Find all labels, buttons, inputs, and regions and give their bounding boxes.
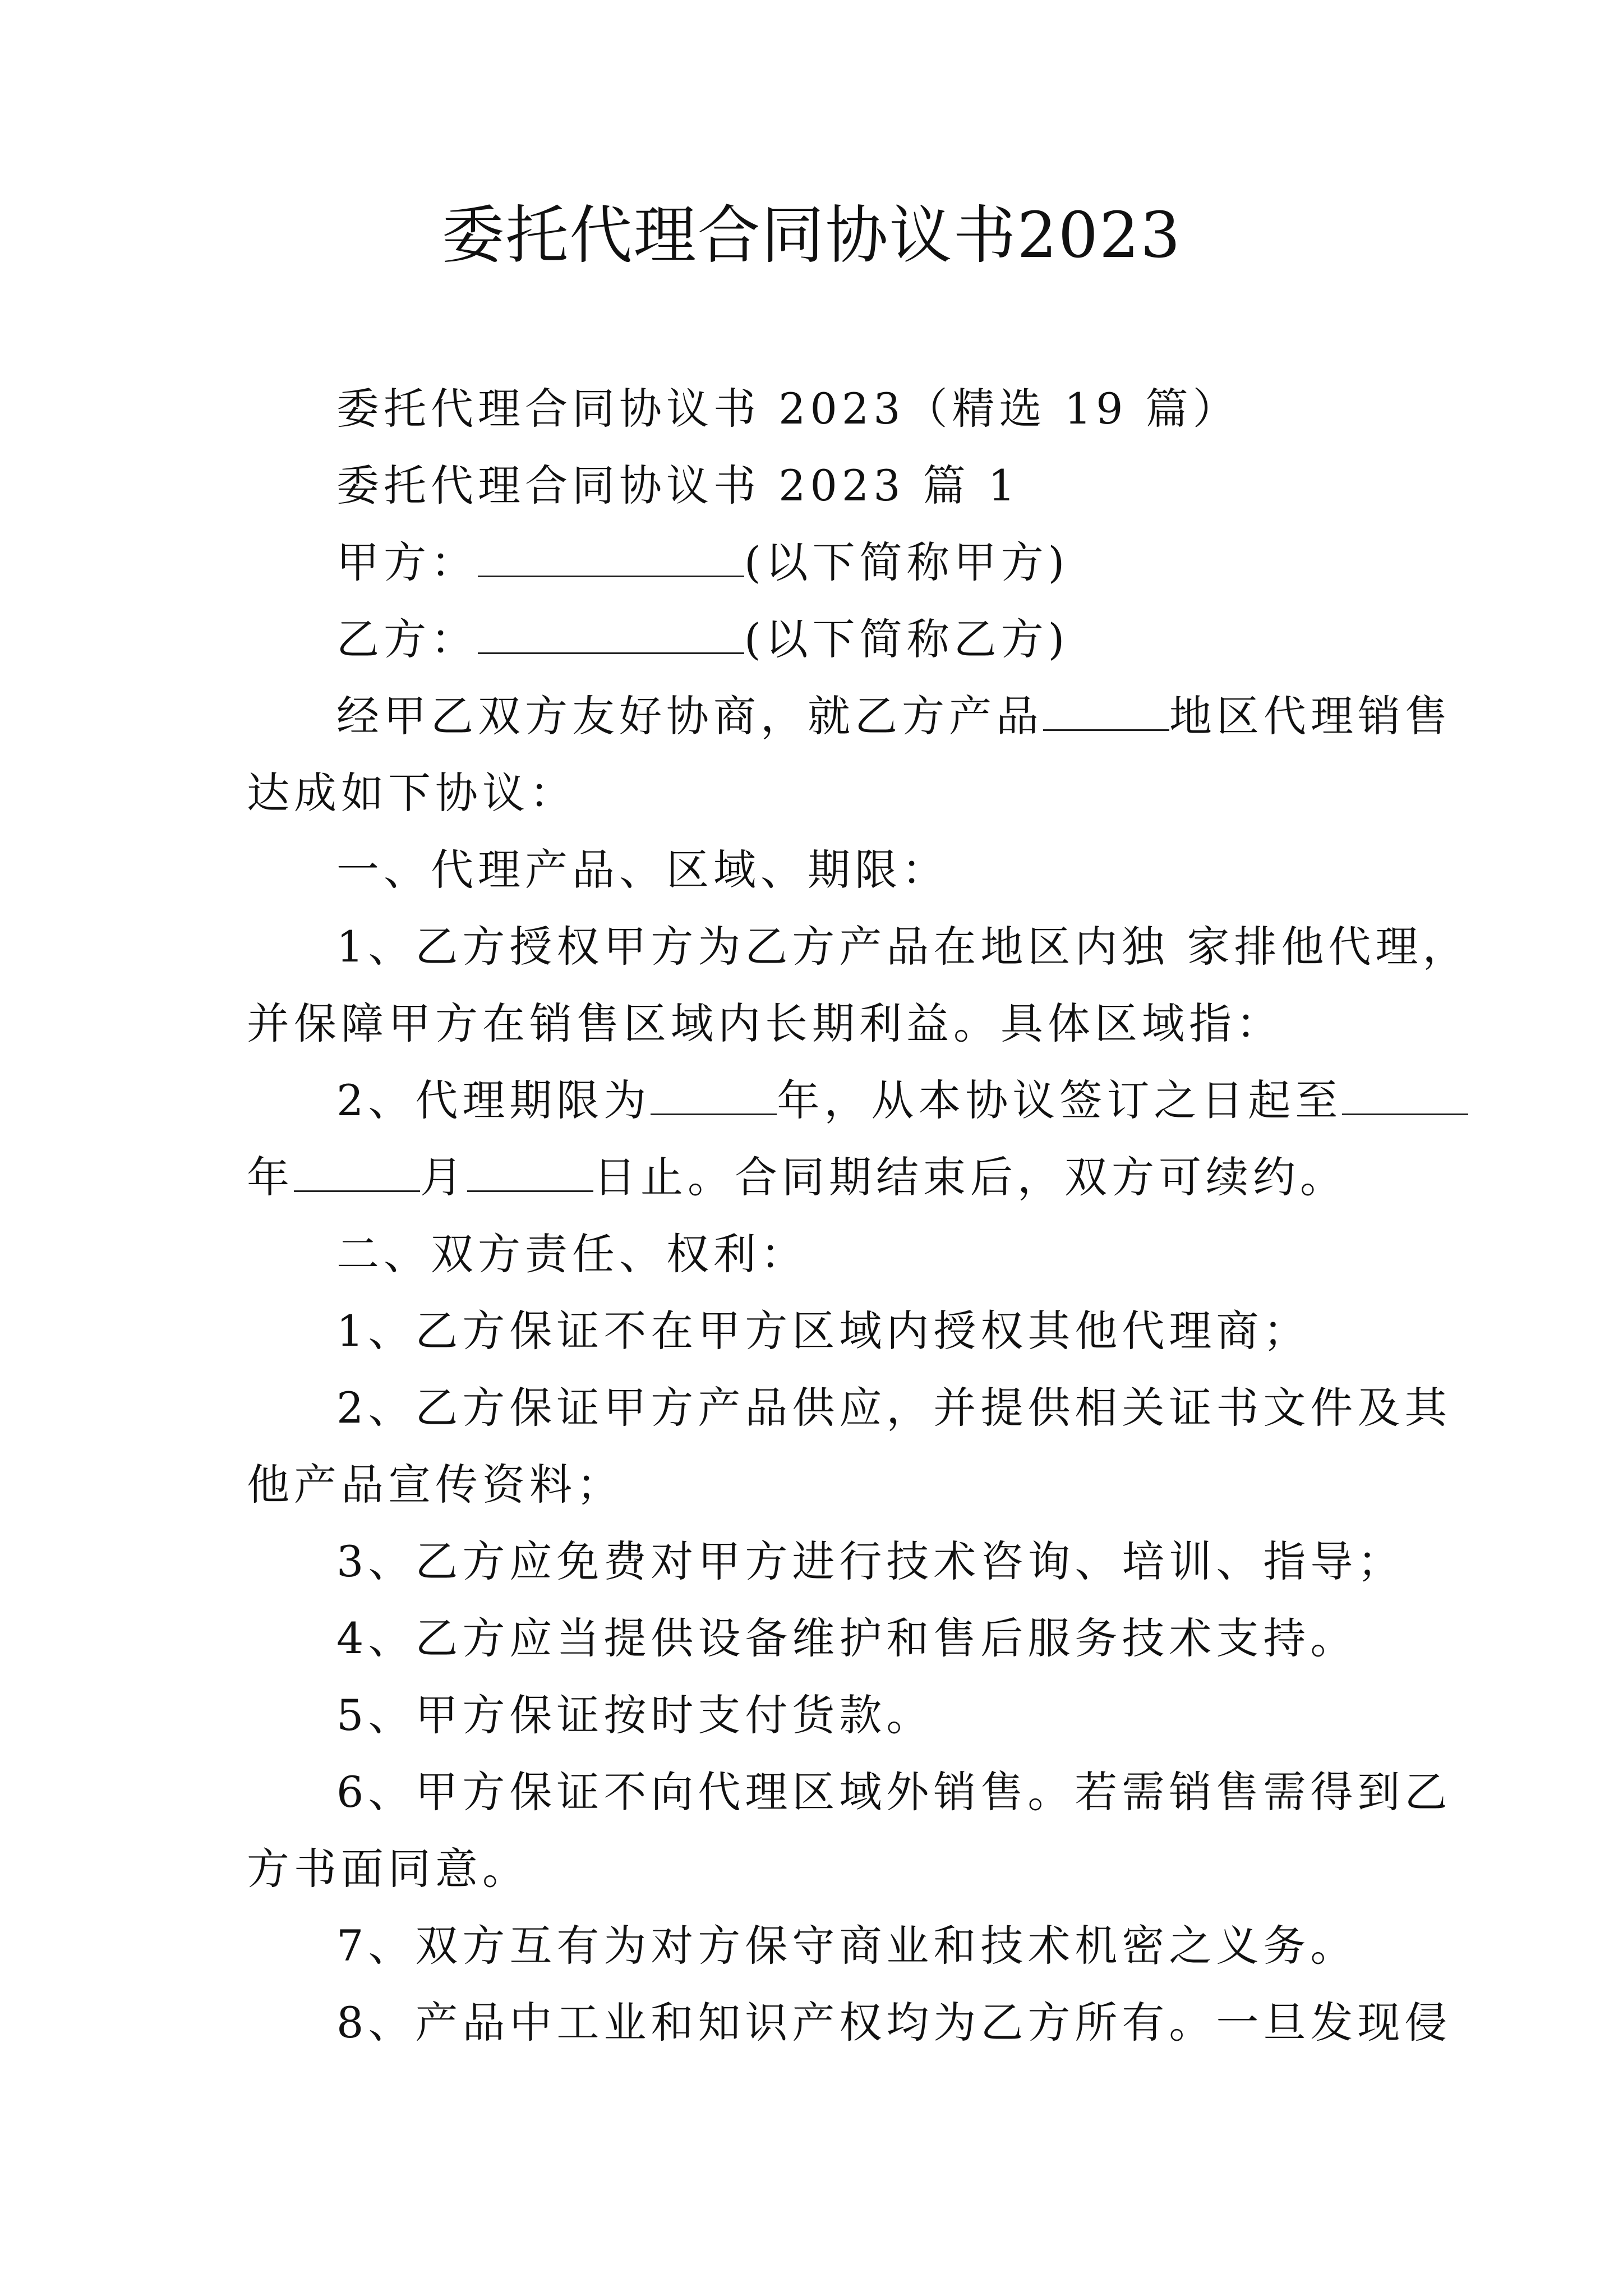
fill-in-blank xyxy=(651,1080,777,1115)
fill-in-blank xyxy=(1043,696,1169,731)
text-segment: (以下简称甲方) xyxy=(744,537,1069,587)
paragraph-line-clause-2-1 xyxy=(247,1292,1385,1369)
paragraph-line-clause-2-2b xyxy=(247,1446,1385,1523)
text-segment: 达成如下协议： xyxy=(247,768,577,818)
paragraph-line-heading-2 xyxy=(247,1216,1385,1292)
text-segment: 方书面同意。 xyxy=(247,1844,529,1894)
paragraph-line-intro-2 xyxy=(247,754,1385,831)
paragraph-line-clause-2-7 xyxy=(247,1907,1385,1984)
text-segment: 1、乙方保证不在甲方区域内授权其他代理商； xyxy=(336,1306,1311,1356)
paragraph-line-clause-1-2a xyxy=(247,1062,1385,1139)
paragraph-line-clause-1-2b xyxy=(247,1139,1385,1216)
text-segment: 他产品宣传资料； xyxy=(247,1460,624,1510)
fill-in-blank xyxy=(467,1157,593,1192)
text-segment: 1、乙方授权甲方为乙方产品在地区内独 家排他代理， xyxy=(336,922,1470,972)
text-segment: 2、代理期限为 xyxy=(336,1075,651,1125)
text-segment: 经甲乙双方友好协商，就乙方产品 xyxy=(336,691,1043,741)
paragraph-line-clause-2-6b xyxy=(247,1830,1385,1907)
text-segment: 3、乙方应免费对甲方进行技术咨询、培训、指导； xyxy=(336,1536,1405,1586)
paragraph-line-clause-2-2a xyxy=(247,1369,1452,1446)
text-segment: 乙方： xyxy=(336,614,478,664)
text-segment: 二、双方责任、权利： xyxy=(336,1229,808,1279)
text-segment: 年 xyxy=(247,1152,294,1202)
paragraph-line-clause-2-8 xyxy=(247,1984,1452,2061)
text-segment: 年，从本协议签订之日起至 xyxy=(777,1075,1343,1125)
document-body xyxy=(247,370,1470,2061)
paragraph-line-party-b xyxy=(247,601,1385,678)
fill-in-blank xyxy=(294,1157,420,1192)
text-segment: 4、乙方应当提供设备维护和售后服务技术支持。 xyxy=(336,1613,1358,1663)
text-segment: 并保障甲方在销售区域内长期利益。具体区域指： xyxy=(247,999,1283,1048)
paragraph-line-clause-2-4 xyxy=(247,1600,1385,1677)
text-segment: 6、甲方保证不向代理区域外销售。若需销售需得到乙 xyxy=(336,1767,1452,1817)
document-title: 委托代理合同协议书2023 xyxy=(441,199,1182,272)
text-segment: 委托代理合同协议书 2023 篇 1 xyxy=(336,461,1020,510)
paragraph-line-intro-1 xyxy=(247,678,1452,754)
text-segment: 地区代理销售 xyxy=(1169,691,1452,741)
paragraph-line-section-heading xyxy=(247,447,1385,524)
fill-in-blank xyxy=(1342,1080,1468,1115)
paragraph-line-clause-2-5 xyxy=(247,1677,1385,1754)
text-segment: 月 xyxy=(420,1152,467,1202)
paragraph-line-clause-1-1b xyxy=(247,985,1385,1062)
paragraph-line-clause-1-1a xyxy=(247,908,1470,985)
text-segment: 8、产品中工业和知识产权均为乙方所有。一旦发现侵 xyxy=(336,1998,1452,2047)
paragraph-line-clause-2-3 xyxy=(247,1523,1405,1600)
text-segment: 5、甲方保证按时支付货款。 xyxy=(336,1690,934,1740)
text-segment: 一、代理产品、区域、期限： xyxy=(336,845,949,895)
text-segment: 2、乙方保证甲方产品供应，并提供相关证书文件及其 xyxy=(336,1383,1452,1433)
text-segment: 委托代理合同协议书 2023（精选 19 篇） xyxy=(336,384,1240,434)
paragraph-line-heading-1 xyxy=(247,831,1385,908)
text-segment: 甲方： xyxy=(336,537,478,587)
text-segment: 日止。合同期结束后，双方可续约。 xyxy=(593,1152,1347,1202)
text-segment: 7、双方互有为对方保守商业和技术机密之义务。 xyxy=(336,1921,1358,1971)
text-segment: (以下简称乙方) xyxy=(744,614,1069,664)
fill-in-blank xyxy=(478,542,744,577)
paragraph-line-clause-2-6a xyxy=(247,1754,1452,1830)
paragraph-line-subtitle xyxy=(247,370,1385,447)
paragraph-line-party-a xyxy=(247,524,1385,601)
fill-in-blank xyxy=(478,619,744,654)
